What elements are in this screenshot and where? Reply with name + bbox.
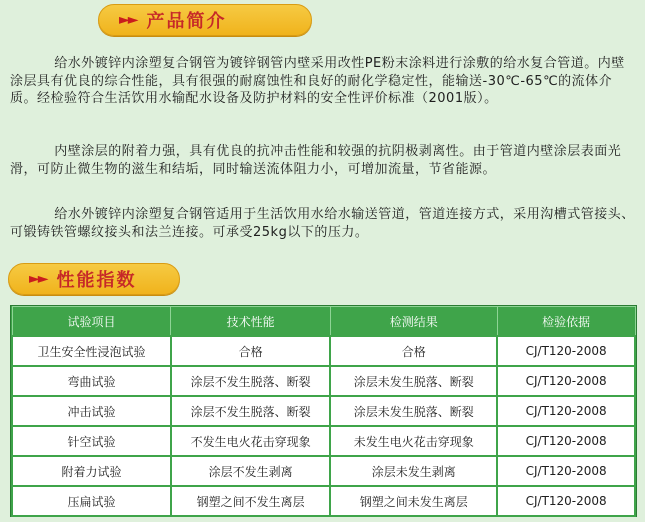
column-header: 检测结果 [330, 307, 497, 337]
table-cell: 钢塑之间不发生离层 [171, 486, 330, 516]
table-cell: 合格 [171, 336, 330, 366]
table-cell: 压扁试验 [12, 486, 171, 516]
section-header-product-intro [98, 4, 312, 36]
double-arrow-icon: ►► [29, 271, 47, 287]
table-cell: 不发生电火花击穿现象 [171, 426, 330, 456]
table-row [12, 366, 635, 396]
table-row [12, 396, 635, 426]
performance-table [10, 305, 637, 517]
table-row [12, 426, 635, 456]
table-cell: 涂层不发生脱落、断裂 [171, 396, 330, 426]
column-header: 检验依据 [497, 307, 635, 337]
section-header-performance [8, 263, 180, 295]
table-cell: 涂层不发生剥离 [171, 456, 330, 486]
intro-paragraph-3 [10, 206, 638, 241]
table-cell: 未发生电火花击穿现象 [330, 426, 497, 456]
paragraph-text: 给水外镀锌内涂塑复合钢管为镀锌钢管内壁采用改性PE粉末涂料进行涂敷的给水复合管道。内壁涂层具有优良的综合性能，具有很强的耐腐蚀性和良好的耐化学稳定性，能输送-30℃-65℃的流体介质。经检验符合生活饮用水输配水设备及防护材料的安全性评价标准（2001版）。 [10, 56, 625, 106]
table-cell: CJ/T120-2008 [497, 396, 635, 426]
column-header: 技术性能 [171, 307, 330, 337]
table-cell: CJ/T120-2008 [497, 366, 635, 396]
table-cell: 弯曲试验 [12, 366, 171, 396]
section-title: 产品简介 [146, 11, 227, 32]
table-cell: 冲击试验 [12, 396, 171, 426]
table-row [12, 456, 635, 486]
table-cell: CJ/T120-2008 [497, 336, 635, 366]
table-cell: 卫生安全性浸泡试验 [12, 336, 171, 366]
table-cell: 针空试验 [12, 426, 171, 456]
intro-paragraph-1 [10, 55, 638, 108]
table-header-row [12, 307, 635, 337]
column-header: 试验项目 [12, 307, 171, 337]
table-cell: CJ/T120-2008 [497, 426, 635, 456]
table-cell: 涂层未发生剥离 [330, 456, 497, 486]
table-cell: 附着力试验 [12, 456, 171, 486]
table-row [12, 486, 635, 516]
double-arrow-icon: ►► [119, 12, 137, 28]
intro-paragraph-2 [10, 143, 638, 178]
table-cell: CJ/T120-2008 [497, 486, 635, 516]
section-title: 性能指数 [56, 270, 137, 291]
table-cell: 钢塑之间未发生离层 [330, 486, 497, 516]
table-cell: CJ/T120-2008 [497, 456, 635, 486]
table-cell: 合格 [330, 336, 497, 366]
table-cell: 涂层未发生脱落、断裂 [330, 366, 497, 396]
paragraph-text: 内壁涂层的附着力强，具有优良的抗冲击性能和较强的抗阴极剥离性。由于管道内壁涂层表面光滑，可防止微生物的滋生和结垢，同时输送流体阻力小，可增加流量，节省能源。 [10, 144, 622, 177]
table-cell: 涂层未发生脱落、断裂 [330, 396, 497, 426]
table-row [12, 336, 635, 366]
paragraph-text: 给水外镀锌内涂塑复合钢管适用于生活饮用水给水输送管道，管道连接方式，采用沟槽式管接头、可锻铸铁管螺纹接头和法兰连接。可承受25kg以下的压力。 [10, 207, 635, 240]
table-cell: 涂层不发生脱落、断裂 [171, 366, 330, 396]
